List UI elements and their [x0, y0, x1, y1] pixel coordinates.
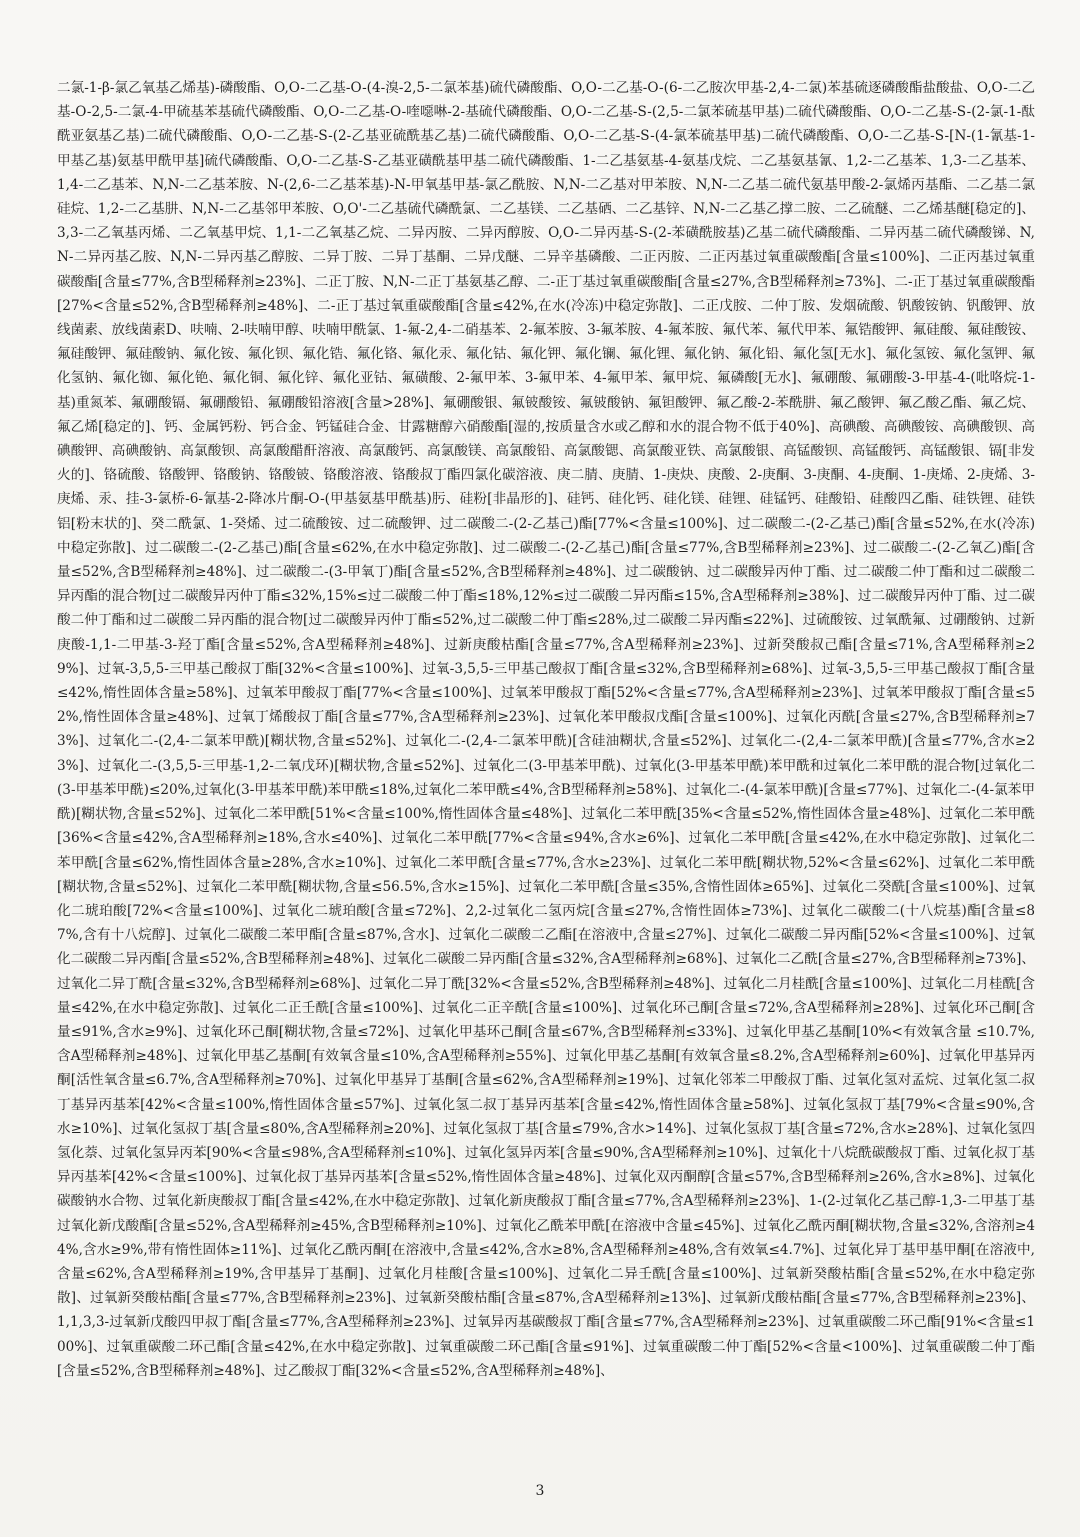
chemical-list-text: 二氯-1-β-氯乙氧基乙烯基)-磷酸酯、O,O-二乙基-O-(4-溴-2,5-二氯苯基)硫代磷酸酯、O,O-二乙基-O-(6-二乙胺次甲基-2,4-二氯)苯基硫逐磷酸酯盐酸盐、O,O-二乙基-O-2,5-二氯-4-甲硫基苯基硫代磷酸酯、O,O-二乙基-O-喹噁啉-2-基硫代磷酸酯、O,O-二乙基-S-(2,5-二氯苯硫基甲基)二硫代磷酸酯、O,O-二乙基-S-(2-氯-1-酞酰亚氨基乙基)二硫代磷酸酯、O,O-二乙基-S-(2-乙基亚硫酰基乙基)二硫代磷酸酯、O,O-二乙基-S-(4-氯苯硫基甲基)二硫代磷酸酯、O,O-二乙基-S-[N-(1-氰基-1-甲基乙基)氨基甲酰甲基]硫代磷酸酯、O,O-二乙基-S-乙基亚磺酰基甲基二硫代磷酸酯、1-二乙基氨基-4-氨基戊烷、二乙基氨基氰、1,2-二乙基苯、1,3-二乙基苯、1,4-二乙基苯、N,N-二乙基苯胺、N-(2,6-二乙基苯基)-N-甲氧基甲基-氯乙酰胺、N,N-二乙基对甲苯胺、N,N-二乙基二硫代氨基甲酸-2-氯烯丙基酯、二乙基二氯硅烷、1,2-二乙基肼、N,N-二乙基邻甲苯胺、O,O'-二乙基硫代磷酰氯、二乙基镁、二乙基硒、二乙基锌、N,N-二乙基乙撑二胺、二乙硫醚、二乙烯基醚[稳定的]、3,3-二乙氧基丙烯、二乙氧基甲烷、1,1-二乙氧基乙烷、二异丙胺、二异丙醇胺、O,O-二异丙基-S-(2-苯磺酰胺基)乙基二硫代磷酸酯、二异丙基二硫代磷酸锑、N,N-二异丙基乙胺、N,N-二异丙基乙醇胺、二异丁胺、二异丁基酮、二异戊醚、二异辛基磷酸、二正丙胺、二正丙基过氧重碳酸酯[含量≤100%]、二正丙基过氧重碳酸酯[含量≤77%,含B型稀释剂≥23%]、二正丁胺、N,N-二正丁基氨基乙醇、二-正丁基过氧重碳酸酯[含量≤27%,含B型稀释剂≥73%]、二-正丁基过氧重碳酸酯[27%<含量≤52%,含B型稀释剂≥48%]、二-正丁基过氧重碳酸酯[含量≤42%,在水(冷冻)中稳定弥散]、二正戊胺、二仲丁胺、发烟硫酸、钒酸铵钠、钒酸钾、放线菌素、放线菌素D、呋喃、2-呋喃甲醇、呋喃甲酰氯、1-氟-2,4-二硝基苯、2-氟苯胺、3-氟苯胺、4-氟苯胺、氟代苯、氟代甲苯、氟锆酸钾、氟硅酸、氟硅酸铵、氟硅酸钾、氟硅酸钠、氟化铵、氟化钡、氟化锆、氟化铬、氟化汞、氟化钴、氟化钾、氟化镧、氟化锂、氟化钠、氟化铅、氟化氢[无水]、氟化氢铵、氟化氢钾、氟化氢钠、氟化铷、氟化铯、氟化铜、氟化锌、氟化亚钴、氟磺酸、2-氟甲苯、3-氟甲苯、4-氟甲苯、氟甲烷、氟磷酸[无水]、氟硼酸、氟硼酸-3-甲基-4-(吡咯烷-1-基)重氮苯、氟硼酸镉、氟硼酸铅、氟硼酸铅溶液[含量>28%]、氟硼酸银、氟铍酸铵、氟铍酸钠、氟钽酸钾、氟乙酸-2-苯酰肼、氟乙酸钾、氟乙酸乙酯、氟乙烷、氟乙烯[稳定的]、钙、金属钙粉、钙合金、钙锰硅合金、甘露糖醇六硝酸酯[湿的,按质量含水或乙醇和水的混合物不低于40%]、高碘酸、高碘酸铵、高碘酸钡、高碘酸钾、高碘酸钠、高氯酸钡、高氯酸醋酐溶液、高氯酸钙、高氯酸镁、高氯酸铅、高氯酸锶、高氯酸亚铁、高氯酸银、高锰酸钡、高锰酸钙、高锰酸银、镉[非发火的]、铬硫酸、铬酸钾、铬酸钠、铬酸铍、铬酸溶液、铬酸叔丁酯四氯化碳溶液、庚二腈、庚腈、1-庚炔、庚酸、2-庚酮、3-庚酮、4-庚酮、1-庚烯、2-庚烯、3-庚烯、汞、挂-3-氯桥-6-氰基-2-降冰片酮-O-(甲基氨基甲酰基)肟、硅粉[非晶形的]、硅钙、硅化钙、硅化镁、硅锂、硅锰钙、硅酸铅、硅酸四乙酯、硅铁锂、硅铁铝[粉末状的]、癸二酰氯、1-癸烯、过二硫酸铵、过二硫酸钾、过二碳酸二-(2-乙基己)酯[77%<含量≤100%]、过二碳酸二-(2-乙基己)酯[含量≤52%,在水(冷冻)中稳定弥散]、过二碳酸二-(2-乙基己)酯[含量≤62%,在水中稳定弥散]、过二碳酸二-(2-乙基己)酯[含量≤77%,含B型稀释剂≥23%]、过二碳酸二-(2-乙氧乙)酯[含量≤52%,含B型稀释剂≥48%]、过二碳酸二-(3-甲氧丁)酯[含量≤52%,含B型稀释剂≥48%]、过二碳酸钠、过二碳酸异丙仲丁酯、过二碳酸二仲丁酯和过二碳酸二异丙酯的混合物[过二碳酸异丙仲丁酯≤32%,15%≤过二碳酸二仲丁酯≤18%,12%≤过二碳酸二异丙酯≤15%,含A型稀释剂≥38%]、过二碳酸异丙仲丁酯、过二碳酸二仲丁酯和过二碳酸二异丙酯的混合物[过二碳酸异丙仲丁酯≤52%,过二碳酸二仲丁酯≤28%,过二碳酸二异丙酯≤22%]、过硫酸铵、过氧酰氟、过硼酸钠、过新庚酸-1,1-二甲基-3-羟丁酯[含量≤52%,含A型稀释剂≥48%]、过新庚酸枯酯[含量≤77%,含A型稀释剂≥23%]、过新癸酸叔己酯[含量≤71%,含A型稀释剂≥29%]、过氧-3,5,5-三甲基己酸叔丁酯[32%<含量≤100%]、过氧-3,5,5-三甲基己酸叔丁酯[含量≤32%,含B型稀释剂≥68%]、过氧-3,5,5-三甲基己酸叔丁酯[含量≤42%,惰性固体含量≥58%]、过氧苯甲酸叔丁酯[77%<含量≤100%]、过氧苯甲酸叔丁酯[52%<含量≤77%,含A型稀释剂≥23%]、过氧苯甲酸叔丁酯[含量≤52%,惰性固体含量≥48%]、过氧丁烯酸叔丁酯[含量≤77%,含A型稀释剂≥23%]、过氧化苯甲酸叔戊酯[含量≤100%]、过氧化丙酰[含量≤27%,含B型稀释剂≥73%]、过氧化二-(2,4-二氯苯甲酰)[糊状物,含量≤52%]、过氧化二-(2,4-二氯苯甲酰)[含硅油糊状,含量≤52%]、过氧化二-(2,4-二氯苯甲酰)[含量≤77%,含水≥23%]、过氧化二-(3,5,5-三甲基-1,2-二氧戊环)[糊状物,含量≤52%]、过氧化二(3-甲基苯甲酰)、过氧化(3-甲基苯甲酰)苯甲酰和过氧化二苯甲酰的混合物[过氧化二(3-甲基苯甲酰)≤20%,过氧化(3-甲基苯甲酰)苯甲酰≤18%,过氧化二苯甲酰≤4%,含B型稀释剂≥58%]、过氧化二-(4-氯苯甲酰)[含量≤77%]、过氧化二-(4-氯苯甲酰)[糊状物,含量≤52%]、过氧化二苯甲酰[51%<含量≤100%,惰性固体含量≤48%]、过氧化二苯甲酰[35%<含量≤52%,惰性固体含量≥48%]、过氧化二苯甲酰[36%<含量≤42%,含A型稀释剂≥18%,含水≤40%]、过氧化二苯甲酰[77%<含量≤94%,含水≥6%]、过氧化二苯甲酰[含量≤42%,在水中稳定弥散]、过氧化二苯甲酰[含量≤62%,惰性固体含量≥28%,含水≥10%]、过氧化二苯甲酰[含量≤77%,含水≥23%]、过氧化二苯甲酰[糊状物,52%<含量≤62%]、过氧化二苯甲酰[糊状物,含量≤52%]、过氧化二苯甲酰[糊状物,含量≤56.5%,含水≥15%]、过氧化二苯甲酰[含量≤35%,含惰性固体≥65%]、过氧化二癸酰[含量≤100%]、过氧化二琥珀酸[72%<含量≤100%]、过氧化二琥珀酸[含量≤72%]、2,2-过氧化二氢丙烷[含量≤27%,含惰性固体≥73%]、过氧化二碳酸二(十八烷基)酯[含量≤87%,含有十八烷醇]、过氧化二碳酸二苯甲酯[含量≤87%,含水]、过氧化二碳酸二乙酯[在溶液中,含量≤27%]、过氧化二碳酸二异丙酯[52%<含量≤100%]、过氧化二碳酸二异丙酯[含量≤52%,含B型稀释剂≥48%]、过氧化二碳酸二异丙酯[含量≤32%,含A型稀释剂≥68%]、过氧化二乙酰[含量≤27%,含B型稀释剂≥73%]、过氧化二异丁酰[含量≤32%,含B型稀释剂≥68%]、过氧化二异丁酰[32%<含量≤52%,含B型稀释剂≥48%]、过氧化二月桂酰[含量≤100%]、过氧化二月桂酰[含量≤42%,在水中稳定弥散]、过氧化二正壬酰[含量≤100%]、过氧化二正辛酰[含量≤100%]、过氧化环己酮[含量≤72%,含A型稀释剂≥28%]、过氧化环己酮[含量≤91%,含水≥9%]、过氧化环己酮[糊状物,含量≤72%]、过氧化甲基环己酮[含量≤67%,含B型稀释剂≤33%]、过氧化甲基乙基酮[10%<有效氧含量 ≤10.7%,含A型稀释剂≥48%]、过氧化甲基乙基酮[有效氧含量≤10%,含A型稀释剂≥55%]、过氧化甲基乙基酮[有效氧含量≤8.2%,含A型稀释剂≥60%]、过氧化甲基异丙酮[活性氧含量≤6.7%,含A型稀释剂≥70%]、过氧化甲基异丁基酮[含量≤62%,含A型稀释剂≥19%]、过氧化邻苯二甲酸叔丁酯、过氧化氢对孟烷、过氧化氢二叔丁基异丙基苯[42%<含量≤100%,惰性固体含量≤57%]、过氧化氢二叔丁基异丙基苯[含量≤42%,惰性固体含量≥58%]、过氧化氢叔丁基[79%<含量≤90%,含水≥10%]、过氧化氢叔丁基[含量≤80%,含A型稀释剂≥20%]、过氧化氢叔丁基[含量≤79%,含水>14%]、过氧化氢叔丁基[含量≤72%,含水≥28%]、过氧化氢四氢化萘、过氧化氢异丙苯[90%<含量≤98%,含A型稀释剂≤10%]、过氧化氢异丙苯[含量≤90%,含A型稀释剂≥10%]、过氧化十八烷酰碳酸叔丁酯、过氧化叔丁基异丙基苯[42%<含量≤100%]、过氧化叔丁基异丙基苯[含量≤52%,惰性固体含量≥48%]、过氧化双丙酮醇[含量≤57%,含B型稀释剂≥26%,含水≥8%]、过氧化碳酸钠水合物、过氧化新庚酸叔丁酯[含量≤42%,在水中稳定弥散]、过氧化新庚酸叔丁酯[含量≤77%,含A型稀释剂≥23%]、1-(2-过氧化乙基己醇-1,3-二甲基丁基过氧化新戊酸酯[含量≤52%,含A型稀释剂≥45%,含B型稀释剂≥10%]、过氧化乙酰苯甲酰[在溶液中含量≤45%]、过氧化乙酰丙酮[糊状物,含量≤32%,含溶剂≥44%,含水≥9%,带有惰性固体≥11%]、过氧化乙酰丙酮[在溶液中,含量≤42%,含水≥8%,含A型稀释剂≥48%,含有效氧≤4.7%]、过氧化异丁基甲基甲酮[在溶液中,含量≤62%,含A型稀释剂≥19%,含甲基异丁基酮]、过氧化月桂酸[含量≤100%]、过氧化二异壬酰[含量≤100%]、过氧新癸酸枯酯[含量≤52%,在水中稳定弥散]、过氧新癸酸枯酯[含量≤77%,含B型稀释剂≥23%]、过氧新癸酸枯酯[含量≤87%,含A型稀释剂≥13%]、过氧新戊酸枯酯[含量≤77%,含B型稀释剂≥23%]、1,1,3,3-过氧新戊酸四甲叔丁酯[含量≤77%,含A型稀释剂≥23%]、过氧异丙基碳酸叔丁酯[含量≤77%,含A型稀释剂≥23%]、过氧重碳酸二环己酯[91%<含量≤100%]、过氧重碳酸二环己酯[含量≤42%,在水中稳定弥散]、过氧重碳酸二环己酯[含量≤91%]、过氧重碳酸二仲丁酯[52%<含量<100%]、过氧重碳酸二仲丁酯[含量≤52%,含B型稀释剂≥48%]、过乙酸叔丁酯[32%<含量≤52%,含A型稀释剂≥48%]、 — [57, 80, 1035, 1379]
page-number: 3 — [535, 1483, 545, 1499]
